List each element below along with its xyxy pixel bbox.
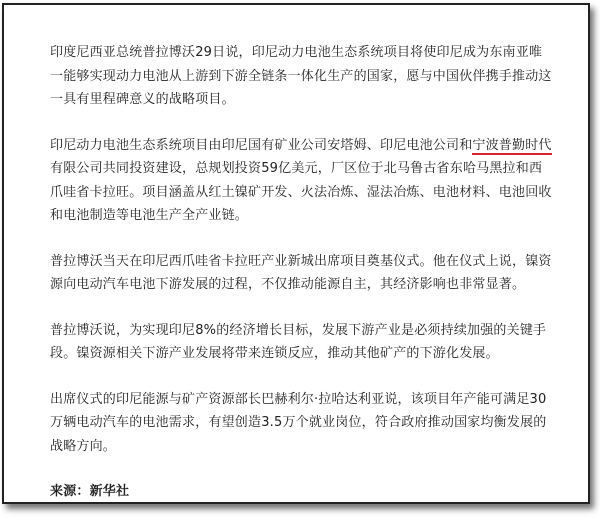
paragraph-3: 普拉博沃当天在印尼西爪哇省卡拉旺产业新城出席项目奠基仪式。他在仪式上说，镍资源向电动汽车电池下游发展的过程，不仅推动能源自主，其经济影响也非常显著。: [50, 253, 552, 292]
paragraph-2: [50, 134, 555, 228]
paragraph-4: 普拉博沃说，为实现印尼8%的经济增长目标，发展下游产业是必须持续加强的关键手段。镍资源相关下游产业发展将带来连锁反应，推动其他矿产的下游化发展。: [50, 322, 547, 361]
paragraph-2-text-after: 有限公司共同投资建设，总规划投资59亿美元，厂区位于北马鲁古省东哈马黑拉和西爪哇省卡拉旺。项目涵盖从红土镍矿开发、火法冶炼、湿法冶炼、电池材料、电池回收和电池制造等电池生产全产业链。: [50, 161, 552, 223]
article-body: [50, 41, 555, 526]
source-line: 来源：新华社: [50, 484, 130, 499]
highlighted-company-name: 宁波普勤时代: [472, 137, 552, 153]
article-frame: [2, 3, 590, 504]
paragraph-2-text-before: 印尼动力电池生态系统项目由印尼国有矿业公司安塔姆、印尼电池公司和: [50, 137, 473, 153]
paragraph-5: 出席仪式的印尼能源与矿产资源部长巴赫利尔·拉哈达利亚说，该项目年产能可满足30万辆电动汽车的电池需求，有望创造3.5万个就业岗位，符合政府推动国家均衡发展的战略方向。: [50, 391, 547, 454]
paragraph-1: 印度尼西亚总统普拉博沃29日说，印尼动力电池生态系统项目将使印尼成为东南亚唯一能够实现动力电池从上游到下游全链条一体化生产的国家，愿与中国伙伴携手推动这一具有里程碑意义的战略项目。: [50, 45, 552, 107]
